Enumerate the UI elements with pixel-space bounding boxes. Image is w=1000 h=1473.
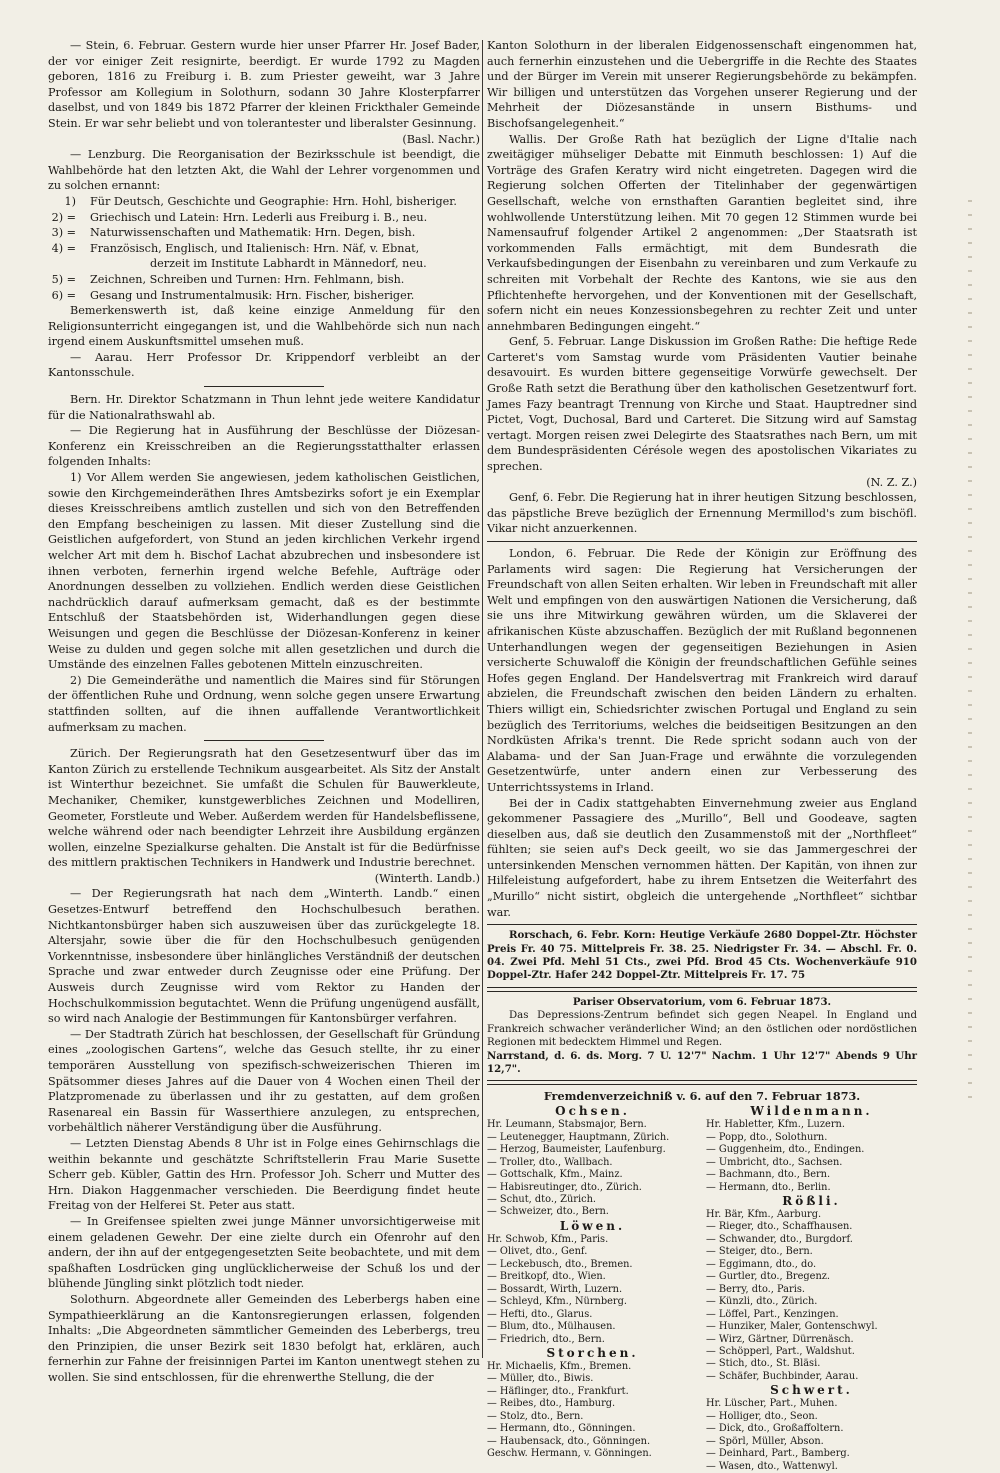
guest-entry: — Herzog, Baumeister, Laufenburg. xyxy=(487,1144,666,1156)
guest-entry: — Rieger, dto., Schaffhausen. xyxy=(706,1221,853,1233)
hotel-heading: Storchen. xyxy=(546,1346,639,1361)
source-basl-nachr: (Basl. Nachr.) xyxy=(402,132,480,146)
guest-entry: — Leckebusch, dto., Bremen. xyxy=(487,1258,633,1270)
guest-entry: — Schöpperl, Part., Waldshut. xyxy=(706,1346,855,1358)
guest-entry: Hr. Habletter, Kfm., Luzern. xyxy=(706,1119,845,1131)
list-item: 5) = Zeichnen, Schreiben und Turnen: Hrn. Fehlmann, bish. xyxy=(51,272,405,286)
list-item: 3) = Naturwissenschaften und Mathematik: Hrn. Degen, bish. xyxy=(51,226,416,240)
column-divider xyxy=(482,40,483,1358)
guest-entry: — Dick, dto., Großaffoltern. xyxy=(706,1423,844,1435)
market-report xyxy=(487,929,917,983)
article-greifensee: — In Greifensee spielten zwei junge Männer unvorsichtigerweise mit einem geladenen Gewehr. Der eine zielte durch ein Ofenrohr auf den andern, der ihn auf der entgegengesetzten Seite beobachtete, und mit dem spaßhaften Losdrücken ging unglücklicherweise der Schuß los und der blühende Jüngling sinkt plötzlich todt nieder. xyxy=(48,1214,480,1291)
guest-entry: — Hefti, dto., Glarus. xyxy=(487,1308,593,1320)
article-zuerich-technikum: Zürich. Der Regierungsrath hat den Gesetzesentwurf über das im Kanton Zürich zu erstellende Technikum ausgearbeitet. Als Sitz der Anstalt ist Winterthur bezeichnet. Sie umfaßt die Schulen für Bauwerkleute, Mechaniker, Chemiker, kunstgewerbliches Zeichnen und Modelliren, Geometer, Forstleute und Weber. Außerdem werden für Handelsbeflissene, welche während oder nach beendigter Lehrzeit ihre Ausbildung ergänzen wollen, einzelne Spezialkurse gehalten. Die Anstalt ist für die Bedürfnisse des mittlern praktischen Technikers in Handwerk und Industrie berechnet. xyxy=(48,747,480,870)
divider xyxy=(487,924,917,925)
article-zuerich-hochschule: — Der Regierungsrath hat nach dem „Winterth. Landb.“ einen Gesetzes-Entwurf betreffend den Hochschulbesuch berathen. Nichtkantonsbürger haben sich auszuweisen über das zurückgelegte 18. Altersjahr, sowie über die für den Hochschulbesuch genügenden Vorkenntnisse, insbesondere über hinlängliches Verständniß der deutschen Sprache und zwar entweder durch Zeugnisse oder eine Prüfung. Der Ausweis durch Zeugnisse wird vom Rektor zu Handen der Hochschulkommission begutachtet. Wenn die Prüfung ungenügend ausfällt, so wird nach Analogie der Bestimmungen für Kantonsbürger verfahren. xyxy=(48,887,480,1026)
guest-entry: — Habisreutinger, dto., Zürich. xyxy=(487,1181,642,1193)
guest-entry: Hr. Bär, Kfm., Aarburg. xyxy=(706,1209,822,1221)
guest-entry: — Wasen, dto., Wattenwyl. xyxy=(706,1460,838,1472)
market-text: Rorschach, 6. Febr. Korn: Heutige Verkäufe 2680 Doppel-Ztr. Höchster Preis Fr. 40 75. Mittelpreis Fr. 38. 25. Niedrigster Fr. 34. — Abschl. Fr. 0. 04. Zwei Pfd. Mehl 51 Cts., zwei Pfd. Brod 45 Cts. Wochenverkäufe 910 Doppel-Ztr. Hafer 242 Doppel-Ztr. Mittelpreis Fr. 17. 75 xyxy=(487,929,917,982)
guest-entry: Hr. Leumann, Stabsmajor, Bern. xyxy=(487,1119,647,1131)
article-solothurn-continued: Kanton Solothurn in der liberalen Eidgenossenschaft eingenommen hat, auch fernerhin einzustehen und die Uebergriffe in die Rechte des Staates und der Bürger im Verein mit unserer Regierungsbehörde zu bekämpfen. Wir billigen und unterstützen das Vorgehen unserer Regierung und der Mehrheit der Diözesanstände in unsern Bisthums- und Bischofsangelegenheit.“ xyxy=(487,39,917,130)
left-column xyxy=(48,38,480,1385)
guest-entry: — Troller, dto., Wallbach. xyxy=(487,1156,613,1168)
hotel-heading: Löwen. xyxy=(559,1218,626,1233)
guest-entry: — Holliger, dto., Seon. xyxy=(706,1410,818,1422)
guest-entry: Hr. Schwob, Kfm., Paris. xyxy=(487,1233,609,1245)
article-wallis: Wallis. Der Große Rath hat bezüglich der Ligne d'Italie nach zweitägiger mühseliger Debatte mit Einmuth beschlossen: 1) Auf die Vorträge des Grafen Keratry wird nicht eingetreten. Dagegen wird die Regierung solchen Offerten der Titelinhaber der gegenwärtigen Gesellschaft, welche von ernsthaften Garantien begleitet sind, ihre wohlwollende Unterstützung leihen. Mit 70 gegen 12 Stimmen wurde bei Namensaufruf folgender Artikel 2 angenommen: „Der Staatsrath ist vorkommenden Falls ermächtigt, mit dem Bundesrath die Verkaufsbedingungen der Eisenbahn zu vereinbaren und zum Verkaufe zu schreiten mit Vorbehalt der Rechte des Kantons, wie sie aus den Pflichtenhefte hervorgehen, und der Konventionen mit der Gesellschaft, sofern nicht ein neues Konzessionsbegehren zu rechter Zeit und unter annehmbaren Bedingungen eingeht.“ xyxy=(487,132,917,333)
right-column xyxy=(487,38,917,1473)
guest-entry: — Berry, dto., Paris. xyxy=(706,1283,805,1295)
guest-entry: Hr. Michaelis, Kfm., Bremen. xyxy=(487,1361,632,1373)
divider xyxy=(204,740,324,741)
guest-entry: — Stich, dto., St. Bläsi. xyxy=(706,1358,821,1370)
guest-entry: — Häflinger, dto., Frankfurt. xyxy=(487,1385,629,1397)
guest-entry: — Popp, dto., Solothurn. xyxy=(706,1131,828,1143)
guest-entry: — Künzli, dto., Zürich. xyxy=(706,1296,818,1308)
hotel-heading: Rößli. xyxy=(782,1194,841,1209)
hotel-heading: Ochsen. xyxy=(555,1104,630,1119)
guest-entry: — Eggimann, dto., do. xyxy=(706,1258,817,1270)
article-bern-point-1: 1) Vor Allem werden Sie angewiesen, jedem katholischen Geistlichen, sowie den Kirchgemeinderäthen Ihres Amtsbezirks sofort je ein Exemplar dieses Kreisschreibens amtlich zustellen und sich von den Betreffenden den Empfang bescheinigen zu lassen. Mit dieser Zustellung sind die Geistlichen aufgefordert, von Stund an jeden kirchlichen Verkehr irgend welcher Art mit dem h. Bischof Lachat abzubrechen und insbesondere ist ihnen verboten, fernerhin irgend welche Befehle, Aufträge oder Anordnungen desselben zu vollziehen. Endlich werden diese Geistlichen nachdrücklich darauf aufmerksam gemacht, daß es der bestimmte Entschluß der Staatsbehörden ist, Widerhandlungen gegen diese Weisungen und gegen die Beschlüsse der Diözesan-Konferenz in keiner Weise zu dulden und gegen solche mit allen gesetzlichen und durch die Umstände des einzelnen Falles gebotenen Mitteln einzuschreiten. xyxy=(48,471,480,672)
guest-entry: — Bossardt, Wirth, Luzern. xyxy=(487,1283,623,1295)
guest-entry: — Leutenegger, Hauptmann, Zürich. xyxy=(487,1131,670,1143)
list-item: 6) = Gesang und Instrumentalmusik: Hrn. Fischer, bisheriger. xyxy=(51,288,415,302)
guest-entry: — Hermann, dto., Gönningen. xyxy=(487,1423,636,1435)
guest-entry: Hr. Lüscher, Part., Muhen. xyxy=(706,1398,838,1410)
article-stein: — Stein, 6. Februar. Gestern wurde hier unser Pfarrer Hr. Josef Bader, der vor einiger Zeit resignirte, beerdigt. Er wurde 1792 zu Magden geboren, 1816 zu Freiburg i. B. zum Priester geweiht, war 3 Jahre Professor am Kollegium in Solothurn, sodann 30 Jahre Klosterpfarrer daselbst, und von 1849 bis 1872 Pfarrer der kleinen Frickthaler Gemeinde Stein. Er war sehr beliebt und von tolerantester und liberalster Gesinnung. xyxy=(48,39,480,130)
article-zuerich-scherr: — Letzten Dienstag Abends 8 Uhr ist in Folge eines Gehirnschlags die weithin bekannte und geschätzte Schriftstellerin Frau Marie Susette Scherr geb. Kübler, Gattin des Hrn. Professor Joh. Scherr und Mutter des Hrn. Diakon Haggenmacher verschieden. Die Beerdigung findet heute Freitag von der Helferei St. Peter aus statt. xyxy=(48,1136,480,1213)
guest-entry: — Gurtler, dto., Bregenz. xyxy=(706,1271,831,1283)
list-item: 2) = Griechisch und Latein: Hrn. Lederli aus Freiburg i. B., neu. xyxy=(51,210,428,224)
guest-register-right xyxy=(706,1104,917,1473)
observatory-title: Pariser Observatorium, vom 6. Februar 1873. xyxy=(572,995,832,1008)
article-aarau: — Aarau. Herr Professor Dr. Krippendorf verbleibt an der Kantonsschule. xyxy=(48,350,480,380)
teacher-list xyxy=(48,194,480,303)
guest-entry: — Schweizer, dto., Bern. xyxy=(487,1206,609,1218)
article-solothurn: Solothurn. Abgeordnete aller Gemeinden des Leberbergs haben eine Sympathieerklärung an die Kantonsregierungen erlassen, folgenden Inhalts: „Die Abgeordneten sämmtlicher Gemeinden des Leberbergs, treu den Prinzipien, die unser Bezirk seit 1830 befolgt hat, erklären, auch fernerhin zur Fahne der freisinnigen Partei im Kanton unentwegt stehen zu wollen. Sie sind entschlossen, für die ehrenwerthe Stellung, die der xyxy=(48,1292,480,1384)
divider xyxy=(487,541,917,542)
article-bern-regierung: — Die Regierung hat in Ausführung der Beschlüsse der Diözesan-Konferenz ein Kreisschreiben an die Regierungsstatthalter erlassen folgenden Inhalts: xyxy=(48,424,480,469)
guest-entry: — Spörl, Müller, Abson. xyxy=(706,1435,824,1447)
guest-entry: — Schäfer, Buchbinder, Aarau. xyxy=(706,1370,859,1382)
article-genf-1: Genf, 5. Februar. Lange Diskussion im Großen Rathe: Die heftige Rede Carteret's vom Samstag wurde vom Präsidenten Vautier beinahe desavouirt. Es wurden bittere gegenseitige Vorwürfe gewechselt. Der Große Rath setzt die Berathung über den katholischen Gesetzentwurf fort. James Fazy beantragt Trennung von Kirche und Staat. Hauptredner sind Pictet, Vogt, Duchosal, Bard und Carteret. Die Sitzung wird auf Samstag vertagt. Morgen reisen zwei Delegirte des Staatsrathes nach Bern, um mit dem Bundespräsidenten Cérésole wegen des apostolischen Vikariates zu sprechen. xyxy=(487,335,917,474)
bleed-through-marks xyxy=(968,200,972,1100)
guest-entry: — Müller, dto., Biwis. xyxy=(487,1373,594,1385)
guest-entry: — Friedrich, dto., Bern. xyxy=(487,1333,605,1345)
article-london: London, 6. Februar. Die Rede der Königin zur Eröffnung des Parlaments wird sagen: Die Regierung hat Versicherungen der Freundschaft von allen Seiten erhalten. Wir leben in Freundschaft mit aller Welt und empfingen von den auswärtigen Nationen die Versicherung, daß sie uns ihre Mitwirkung gewähren würden, um die Sklaverei der afrikanischen Küste abzuschaffen. Bezüglich der mit Rußland begonnenen Unterhandlungen wegen der gegenseitigen Beziehungen in Asien versicherte Schuwaloff die Königin der freundschaftlichen Gefühle seines Hofes gegen England. Der Handelsvertrag mit Frankreich wird darauf abzielen, die Freundschaft zwischen den beiden Ländern zu erhalten. Thiers willigt ein, Schiedsrichter zwischen Portugal und England zu sein bezüglich des Territoriums, welches die beidseitigen Besitzungen an den Nordküsten Afrika's trennt. Die Rede spricht sodann auch von der Alabama- und der San Juan-Frage und erwähnte die vorzulegenden Gesetzentwürfe, unter andern einen zur Verbesserung des Unterrichtssystems in Irland. xyxy=(487,547,917,794)
guest-register xyxy=(487,1089,917,1473)
source-winterth-landb: (Winterth. Landb.) xyxy=(374,871,480,885)
guest-entry: — Hunziker, Maler, Gontenschwyl. xyxy=(706,1321,878,1333)
paragraph-religion: Bemerkenswerth ist, daß keine einzige Anmeldung für den Religionsunterricht eingegangen ist, und die Wahlbehörde sich nun nach irgend einem Auskunftsmittel umsehen muß. xyxy=(48,304,480,349)
hotel-heading: Schwert. xyxy=(770,1383,853,1398)
article-bern-point-2: 2) Die Gemeinderäthe und namentlich die Maires sind für Störungen der öffentlichen Ruhe und Ordnung, wenn solche gegen unsere Erwartung stattfinden sollten, auf die ihnen auffallende Verantwortlichkeit aufmerksam zu machen. xyxy=(48,673,480,734)
guest-entry: — Schwander, dto., Burgdorf. xyxy=(706,1233,853,1245)
list-item: derzeit im Institute Labhardt in Männedorf, neu. xyxy=(150,257,427,271)
barometer-readings: Narrstand, d. 6. ds. Morg. 7 U. 12'7" Nachm. 1 Uhr 12'7" Abends 9 Uhr 12,7". xyxy=(487,1049,917,1075)
guest-entry: — Hermann, dto., Berlin. xyxy=(706,1181,831,1193)
guest-entry: — Deinhard, Part., Bamberg. xyxy=(706,1448,850,1460)
guest-entry: — Wirz, Gärtner, Dürrenäsch. xyxy=(706,1333,854,1345)
hotel-heading: Wildenmann. xyxy=(750,1104,873,1119)
guest-register-title: Fremdenverzeichniß v. 6. auf den 7. Februar 1873. xyxy=(543,1089,861,1104)
guest-entry: — Bachmann, dto., Bern. xyxy=(706,1169,831,1181)
source-nzz: (N. Z. Z.) xyxy=(866,475,917,489)
guest-entry: — Stolz, dto., Bern. xyxy=(487,1410,584,1422)
guest-entry: — Gottschalk, Kfm., Mainz. xyxy=(487,1169,623,1181)
guest-entry: — Löffel, Part., Kenzingen. xyxy=(706,1308,839,1320)
article-bern: Bern. Hr. Direktor Schatzmann in Thun lehnt jede weitere Kandidatur für die Nationalrathswahl ab. xyxy=(48,393,480,422)
article-zuerich-zoo: — Der Stadtrath Zürich hat beschlossen, der Gesellschaft für Gründung eines „zoologischen Gartens“, welche das Gesuch stellte, ihr zu einer temporären Ausstellung von spezifisch-schweizerischen Thieren im Spätsommer dieses Jahres auf die Dauer von 4 Wochen einen Theil der Platzpromenade zu überlassen und ihr zu gestatten, auf dem großen Rasenareal ein Bassin für Wasserthiere anzulegen, zu entsprechen, vorbehältlich näherer Verständigung über die Ausführung. xyxy=(48,1027,480,1135)
guest-register-left xyxy=(487,1104,698,1473)
guest-entry: — Schleyd, Kfm., Nürnberg. xyxy=(487,1296,627,1308)
guest-entry: — Reibes, dto., Hamburg. xyxy=(487,1398,616,1410)
guest-entry: — Breitkopf, dto., Wien. xyxy=(487,1271,606,1283)
guest-entry: — Haubensack, dto., Gönningen. xyxy=(487,1435,651,1447)
guest-entry: — Blum, dto., Mülhausen. xyxy=(487,1321,616,1333)
list-item: 4) = Französisch, Englisch, und Italienisch: Hrn. Näf, v. Ebnat, xyxy=(51,241,420,255)
guest-entry: — Guggenheim, dto., Endingen. xyxy=(706,1144,865,1156)
divider xyxy=(487,987,917,992)
observatory-text: Das Depressions-Zentrum befindet sich gegen Neapel. In England und Frankreich schwacher veränderlicher Wind; an den östlichen oder nordöstlichen Regionen mit bedecktem Himmel und Regen. xyxy=(487,1010,917,1049)
article-lenzburg: — Lenzburg. Die Reorganisation der Bezirksschule ist beendigt, die Wahlbehörde hat den letzten Akt, die Wahl der Lehrer vorgenommen und zu solchen ernannt: xyxy=(48,148,480,193)
guest-entry: — Olivet, dto., Genf. xyxy=(487,1246,588,1258)
article-cadix: Bei der in Cadix stattgehabten Einvernehmung zweier aus England gekommener Passagiere des „Murillo“, Bell und Goodeave, sagten dieselben aus, daß sie deutlich den Zusammenstoß mit der „Northfleet“ fühlten; sie seien auf's Deck geeilt, wo sie das Jammergeschrei der untersinkenden Menschen vernommen hätten. Der Kapitän, von ihnen zur Hilfeleistung aufgefordert, habe zu ihrem Entsetzen die Weiterfahrt des „Murillo“ nicht sistirt, obgleich die untergehende „Northfleet“ sichtbar war. xyxy=(487,796,917,919)
list-item: 1) Für Deutsch, Geschichte und Geographie: Hrn. Hohl, bisheriger. xyxy=(64,194,457,208)
guest-entry: — Steiger, dto., Bern. xyxy=(706,1246,813,1258)
guest-entry: Geschw. Hermann, v. Gönningen. xyxy=(487,1448,652,1460)
guest-entry: — Schut, dto., Zürich. xyxy=(487,1194,597,1206)
weather-report xyxy=(487,996,917,1076)
divider xyxy=(204,386,324,387)
divider xyxy=(487,1080,917,1085)
article-genf-2: Genf, 6. Febr. Die Regierung hat in ihrer heutigen Sitzung beschlossen, das päpstliche Breve bezüglich der Ernennung Mermillod's zum bischöfl. Vikar nicht anzuerkennen. xyxy=(487,491,917,536)
guest-entry: — Umbricht, dto., Sachsen. xyxy=(706,1156,843,1168)
